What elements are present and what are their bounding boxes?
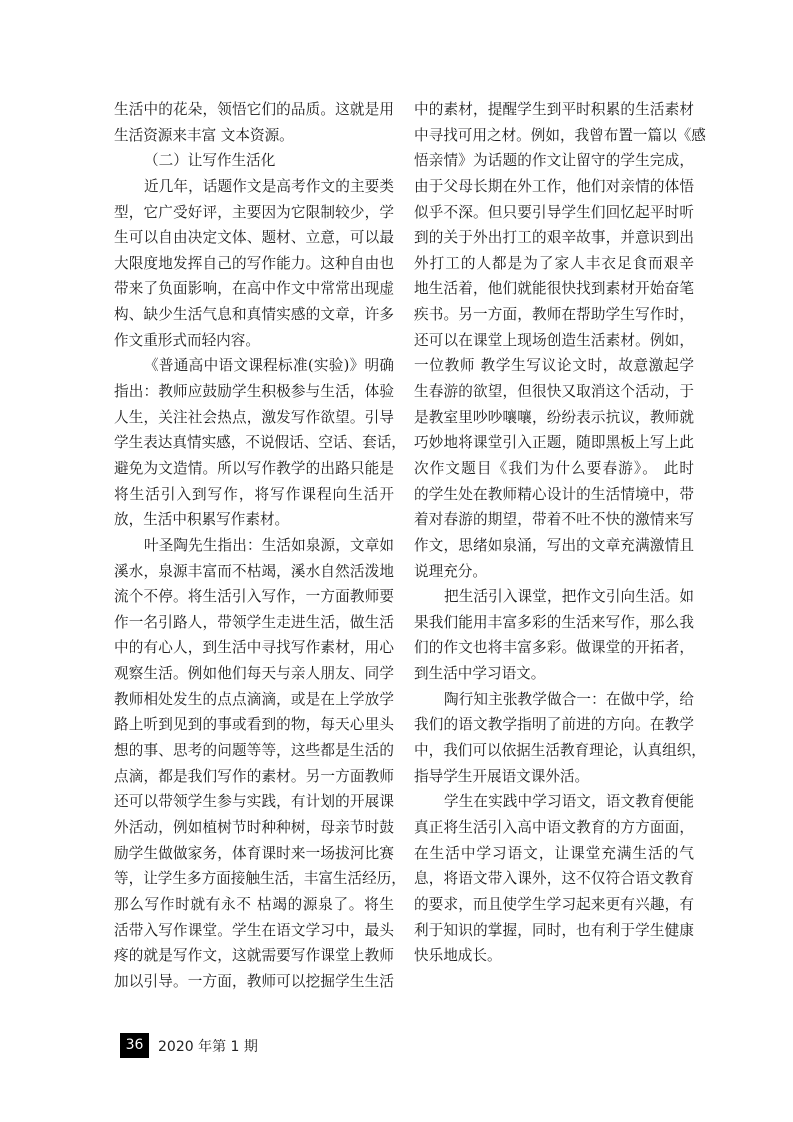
text-line: 在生活中学习语文，让课堂充满生活的气 xyxy=(414,844,694,862)
right-column xyxy=(414,97,706,969)
text-line: 把生活引入课堂，把作文引向生活。如 xyxy=(444,588,694,606)
text-line: 到生活中学习语文。 xyxy=(414,665,546,683)
text-line: 果我们能用丰富多彩的生活来写作，那么我 xyxy=(414,613,694,631)
text-line: 一位教师 教学生写议论文时，故意激起学 xyxy=(414,357,694,375)
text-line: 点滴，都是我们写作的素材。另一方面教师 xyxy=(114,767,394,785)
text-line: 加以引导。一方面，教师可以挖掘学生生活 xyxy=(114,972,394,990)
text-line: 利于知识的掌握，同时，也有利于学生健康 xyxy=(414,921,694,939)
paragraph xyxy=(114,148,394,174)
issue-label: 2020 年第 1 期 xyxy=(158,1038,258,1055)
text-line: 避免为文造情。所以写作教学的出路只能是 xyxy=(114,459,394,477)
text-line: 疼的就是写作文，这就需要写作课堂上教师 xyxy=(114,947,394,965)
text-line: 的要求，而且使学生学习起来更有兴趣，有 xyxy=(414,895,694,913)
text-line: 作文，思绪如泉涌，写出的文章充满激情且 xyxy=(414,536,694,554)
text-line: 将生活引入到写作，将写作课程向生活开 xyxy=(114,485,394,503)
text-line: 悟亲情》为话题的作文让留守的学生完成， xyxy=(414,152,694,170)
text-line: 中的素材，提醒学生到平时积累的生活素材 xyxy=(414,101,694,118)
text-line: 真正将生活引入高中语文教育的方方面面， xyxy=(414,818,694,836)
left-column xyxy=(114,97,406,994)
text-line: 们的作文也将丰富多彩。做课堂的开拓者， xyxy=(414,639,694,657)
text-line: 疾书。另一方面，教师在帮助学生写作时， xyxy=(414,306,694,324)
text-line: 由于父母长期在外工作，他们对亲情的体悟 xyxy=(414,177,694,195)
text-line: 想的事、思考的问题等等，这些都是生活的 xyxy=(114,742,394,760)
text-line: 近几年，话题作文是高考作文的主要类 xyxy=(144,177,394,195)
text-line: 巧妙地将课堂引入正题，随即黑板上写上此 xyxy=(414,434,694,452)
text-line: 生活资源来丰富 文本资源。 xyxy=(114,126,294,144)
text-line: 还可以在课堂上现场创造生活素材。例如， xyxy=(414,331,694,349)
paragraph xyxy=(114,533,406,995)
text-line: 人生，关注社会热点，激发写作欲望。引导 xyxy=(114,408,394,426)
text-line: 陶行知主张教学做合一：在做中学，给 xyxy=(444,690,694,708)
text-line: 《普通高中语文课程标准(实验)》明确 xyxy=(144,357,394,375)
paragraph xyxy=(114,353,406,532)
text-line: 到的关于外出打工的艰辛故事，并意识到出 xyxy=(414,229,694,247)
text-line: 教师相处发生的点点滴滴，或是在上学放学 xyxy=(114,690,394,708)
text-line: （二）让写作生活化 xyxy=(144,152,276,170)
text-line: 地生活着，他们就能很快找到素材开始奋笔 xyxy=(414,280,694,298)
text-line: 生可以自由决定文体、题材、立意，可以最 xyxy=(114,229,394,247)
text-line: 生春游的欲望，但很快又取消这个活动，于 xyxy=(414,383,694,401)
text-line: 中寻找可用之材。例如，我曾布置一篇以《感 xyxy=(414,126,706,144)
text-line: 是教室里吵吵嚷嚷，纷纷表示抗议，教师就 xyxy=(414,408,694,426)
paragraph xyxy=(414,584,694,687)
text-line: 学生表达真情实感，不说假话、空话、套话， xyxy=(114,434,406,452)
text-line: 指出：教师应鼓励学生积极参与生活，体验 xyxy=(114,383,394,401)
text-line: 说理充分。 xyxy=(414,562,487,580)
paragraph xyxy=(414,97,706,584)
text-line: 那么写作时就有永不 枯竭的源泉了。将生 xyxy=(114,895,394,913)
text-line: 大限度地发挥自己的写作能力。这种自由也 xyxy=(114,254,394,272)
text-line: 中的有心人，到生活中寻找写作素材，用心 xyxy=(114,639,394,657)
text-line: 学生在实践中学习语文，语文教育便能 xyxy=(444,793,694,811)
text-line: 型，它广受好评，主要因为它限制较少，学 xyxy=(114,203,394,221)
page-number: 36 xyxy=(120,1033,149,1058)
text-line: 放，生活中积累写作素材。 xyxy=(114,511,290,529)
text-line: 作文重形式而轻内容。 xyxy=(114,331,260,349)
text-line: 外打工的人都是为了家人丰衣足食而艰辛 xyxy=(414,254,694,272)
paragraph xyxy=(114,97,394,148)
text-line: 路上听到见到的事或看到的物，每天心里头 xyxy=(114,716,394,734)
text-line: 励学生做做家务，体育课时来一场拔河比赛 xyxy=(114,844,394,862)
page-footer xyxy=(120,1033,258,1058)
text-line: 息，将语文带入课外，这不仅符合语文教育 xyxy=(414,870,694,888)
paragraph xyxy=(414,789,694,968)
text-line: 带来了负面影响，在高中作文中常常出现虚 xyxy=(114,280,394,298)
text-line: 生活中的花朵，领悟它们的品质。这就是用 xyxy=(114,101,394,118)
text-line: 活带入写作课堂。学生在语文学习中，最头 xyxy=(114,921,394,939)
text-line: 溪水，泉源丰富而不枯竭，溪水自然活泼地 xyxy=(114,562,394,580)
text-line: 等，让学生多方面接触生活，丰富生活经历， xyxy=(114,870,406,888)
text-line: 次作文题目《我们为什么要春游》。 此时 xyxy=(414,459,694,477)
text-line: 流个不停。将生活引入写作，一方面教师要 xyxy=(114,588,394,606)
text-line: 外活动，例如植树节时种种树，母亲节时鼓 xyxy=(114,818,394,836)
text-line: 指导学生开展语文课外活。 xyxy=(414,767,590,785)
text-line: 还可以带领学生参与实践，有计划的开展课 xyxy=(114,793,394,811)
text-line: 的学生处在教师精心设计的生活情境中，带 xyxy=(414,485,694,503)
paragraph xyxy=(114,174,394,353)
text-line: 叶圣陶先生指出：生活如泉源，文章如 xyxy=(144,536,394,554)
text-line: 快乐地成长。 xyxy=(414,947,502,965)
text-line: 似乎不深。但只要引导学生们回忆起平时听 xyxy=(414,203,694,221)
text-line: 着对春游的期望，带着不吐不快的激情来写 xyxy=(414,511,694,529)
paragraph xyxy=(414,687,706,790)
text-line: 观察生活。例如他们每天与亲人朋友、同学 xyxy=(114,665,394,683)
text-line: 作一名引路人，带领学生走进生活，做生活 xyxy=(114,613,394,631)
text-line: 构、缺少生活气息和真情实感的文章，许多 xyxy=(114,306,394,324)
text-line: 我们的语文教学指明了前进的方向。在教学 xyxy=(414,716,694,734)
text-line: 中，我们可以依据生活教育理论，认真组织， xyxy=(414,742,706,760)
